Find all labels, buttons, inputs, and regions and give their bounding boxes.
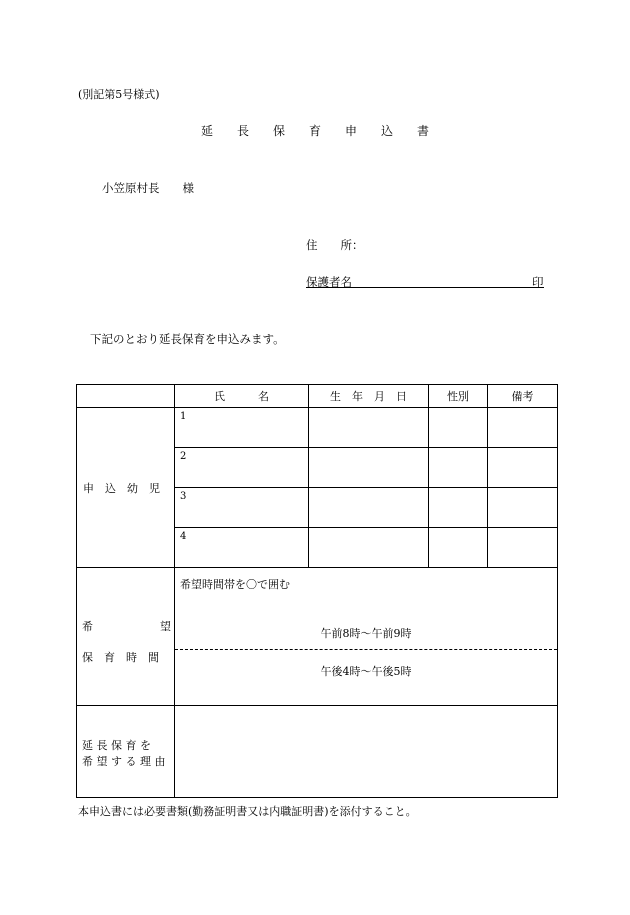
title-char: 育 [308, 124, 321, 138]
reason-row [77, 706, 558, 798]
child-notes-cell[interactable] [488, 448, 558, 488]
child-sex-cell[interactable] [429, 448, 488, 488]
reason-field[interactable] [175, 706, 558, 798]
table-header-row [77, 385, 558, 408]
guardian-name-label: 保護者名 [306, 275, 352, 289]
child-name-cell[interactable]: 4 [175, 528, 309, 568]
child-sex-cell[interactable] [429, 488, 488, 528]
intro-text: 下記のとおり延長保育を申込みます。 [90, 332, 285, 346]
addressee: 小笠原村長 様 [102, 181, 194, 195]
document-title [0, 122, 630, 139]
reason-label-line: 希 望 す る 理 由 [82, 755, 166, 768]
child-name-cell[interactable]: 2 [175, 448, 309, 488]
child-notes-cell[interactable] [488, 528, 558, 568]
header-name: 氏 名 [175, 385, 309, 408]
title-char: 保 [272, 124, 285, 138]
hope-instruction: 希望時間帯を〇で囲む [180, 578, 290, 591]
child-birthdate-cell[interactable] [309, 408, 429, 448]
header-notes: 備考 [488, 385, 558, 408]
hope-time-label [77, 568, 175, 706]
title-char: 長 [236, 124, 249, 138]
address-label: 住 所： [306, 238, 364, 252]
form-number: (別記第5号様式) [78, 88, 160, 101]
title-char: 書 [417, 124, 430, 138]
hope-label-char: 希 [82, 620, 93, 633]
time-option-evening[interactable]: 午後4時～午後5時 [320, 665, 412, 678]
title-char: 込 [381, 124, 394, 138]
hope-time-row [77, 568, 558, 706]
child-birthdate-cell[interactable] [309, 448, 429, 488]
application-table [76, 384, 558, 798]
guardian-name-field[interactable] [306, 287, 544, 288]
title-char: 申 [345, 124, 358, 138]
title-char: 延 [200, 124, 213, 138]
applicants-label: 申 込 幼 児 [77, 408, 175, 568]
child-sex-cell[interactable] [429, 528, 488, 568]
child-birthdate-cell[interactable] [309, 488, 429, 528]
hope-label-line: 保 育 時 間 [82, 651, 159, 664]
reason-label-line: 延 長 保 育 を [82, 739, 151, 752]
footnote: 本申込書には必要書類(勤務証明書又は内職証明書)を添付すること。 [78, 805, 417, 818]
hope-label-char: 望 [160, 620, 171, 633]
seal-label: 印 [532, 275, 544, 289]
time-divider [175, 649, 557, 650]
child-sex-cell[interactable] [429, 408, 488, 448]
header-sex: 性別 [429, 385, 488, 408]
child-notes-cell[interactable] [488, 488, 558, 528]
child-birthdate-cell[interactable] [309, 528, 429, 568]
hope-time-cell [175, 568, 558, 706]
reason-label [77, 706, 175, 798]
time-option-morning[interactable]: 午前8時～午前9時 [320, 627, 412, 640]
child-name-cell[interactable]: 3 [175, 488, 309, 528]
child-name-cell[interactable]: 1 [175, 408, 309, 448]
header-birthdate: 生 年 月 日 [309, 385, 429, 408]
table-row [77, 408, 558, 448]
child-notes-cell[interactable] [488, 408, 558, 448]
header-blank [77, 385, 175, 408]
